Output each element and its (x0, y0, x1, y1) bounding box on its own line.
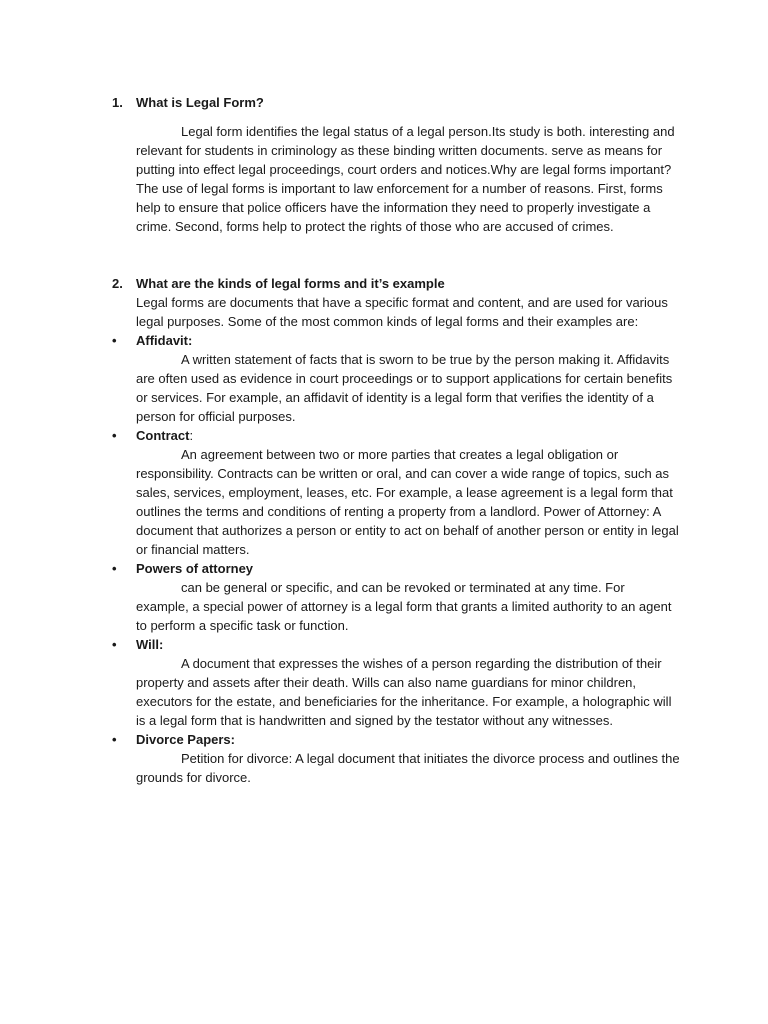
bullet-icon: • (112, 637, 117, 652)
list-item-body: A written statement of facts that is sworn to be true by the person making it. Affidavits are often used as evidence in court proceedings or to support applications for certain benefits or services. For example, an affidavit of identity is a legal form that verifies the identity of a person for official purposes. (136, 352, 673, 424)
list-item-title-text: Powers of attorney (136, 561, 254, 576)
section-heading (112, 93, 681, 112)
list-item-contract (112, 426, 681, 559)
list-item-title (112, 559, 681, 578)
section-kinds-of-legal-forms (112, 274, 681, 787)
bullet-icon: • (112, 333, 117, 348)
list-item-will (112, 635, 681, 730)
bullet-icon: • (112, 428, 117, 443)
list-item-title (112, 331, 681, 350)
section-heading-text: What is Legal Form? (136, 95, 264, 110)
document-content (112, 93, 681, 787)
list-item-body: An agreement between two or more parties that creates a legal obligation or responsibility. Contracts can be written or oral, and can cover a wide range of topics, such as sales, services, employment, leases, etc. For example, a lease agreement is a legal form that outlines the terms and conditions of renting a property from a landlord. Power of Attorney: A document that authorizes a person or entity to act on behalf of another person or entity in legal or financial matters. (136, 447, 679, 557)
list-item-title-text: Divorce Papers: (136, 732, 235, 747)
section-heading (112, 274, 681, 293)
list-item-title-text: Will: (136, 637, 164, 652)
list-item-title (112, 730, 681, 749)
list-item-body: Petition for divorce: A legal document that initiates the divorce process and outlines the grounds for divorce. (136, 751, 680, 785)
section-heading-text: What are the kinds of legal forms and it’s example (136, 276, 445, 291)
section-number: 1. (112, 95, 123, 110)
section-body: Legal form identifies the legal status of a legal person.Its study is both. interesting and relevant for students in criminology as these binding written documents. serve as means for putting into effect legal proceedings, court orders and notices.Why are legal forms important? The use of legal forms is important to law enforcement for a number of reasons. First, forms help to ensure that police officers have the information they need to properly investigate a crime. Second, forms help to protect the rights of those who are accused of crimes. (136, 124, 675, 234)
section-intro: Legal forms are documents that have a specific format and content, and are used for various legal purposes. Some of the most common kinds of legal forms and their examples are: (136, 295, 668, 329)
list-item-title-text: Affidavit: (136, 333, 193, 348)
list-item-title-text: Contract (136, 428, 190, 443)
list-item-title (112, 635, 681, 654)
bullet-icon: • (112, 561, 117, 576)
list-item-body: can be general or specific, and can be revoked or terminated at any time. For example, a special power of attorney is a legal form that grants a limited authority to an agent to perform a specific task or function. (136, 580, 672, 633)
bullet-icon: • (112, 732, 117, 747)
list-item-body: A document that expresses the wishes of a person regarding the distribution of their property and assets after their death. Wills can also name guardians for minor children, executors for the estate, and beneficiaries for the inheritance. For example, a holographic will is a legal form that is handwritten and signed by the testator without any witnesses. (136, 656, 672, 728)
list-item-powers-of-attorney (112, 559, 681, 635)
list-item-divorce-papers (112, 730, 681, 787)
section-what-is-legal-form (112, 93, 681, 236)
section-number: 2. (112, 276, 123, 291)
section-spacer (136, 236, 681, 274)
list-item-affidavit (112, 331, 681, 426)
list-item-title-suffix: : (189, 428, 194, 443)
list-item-title (112, 426, 681, 445)
